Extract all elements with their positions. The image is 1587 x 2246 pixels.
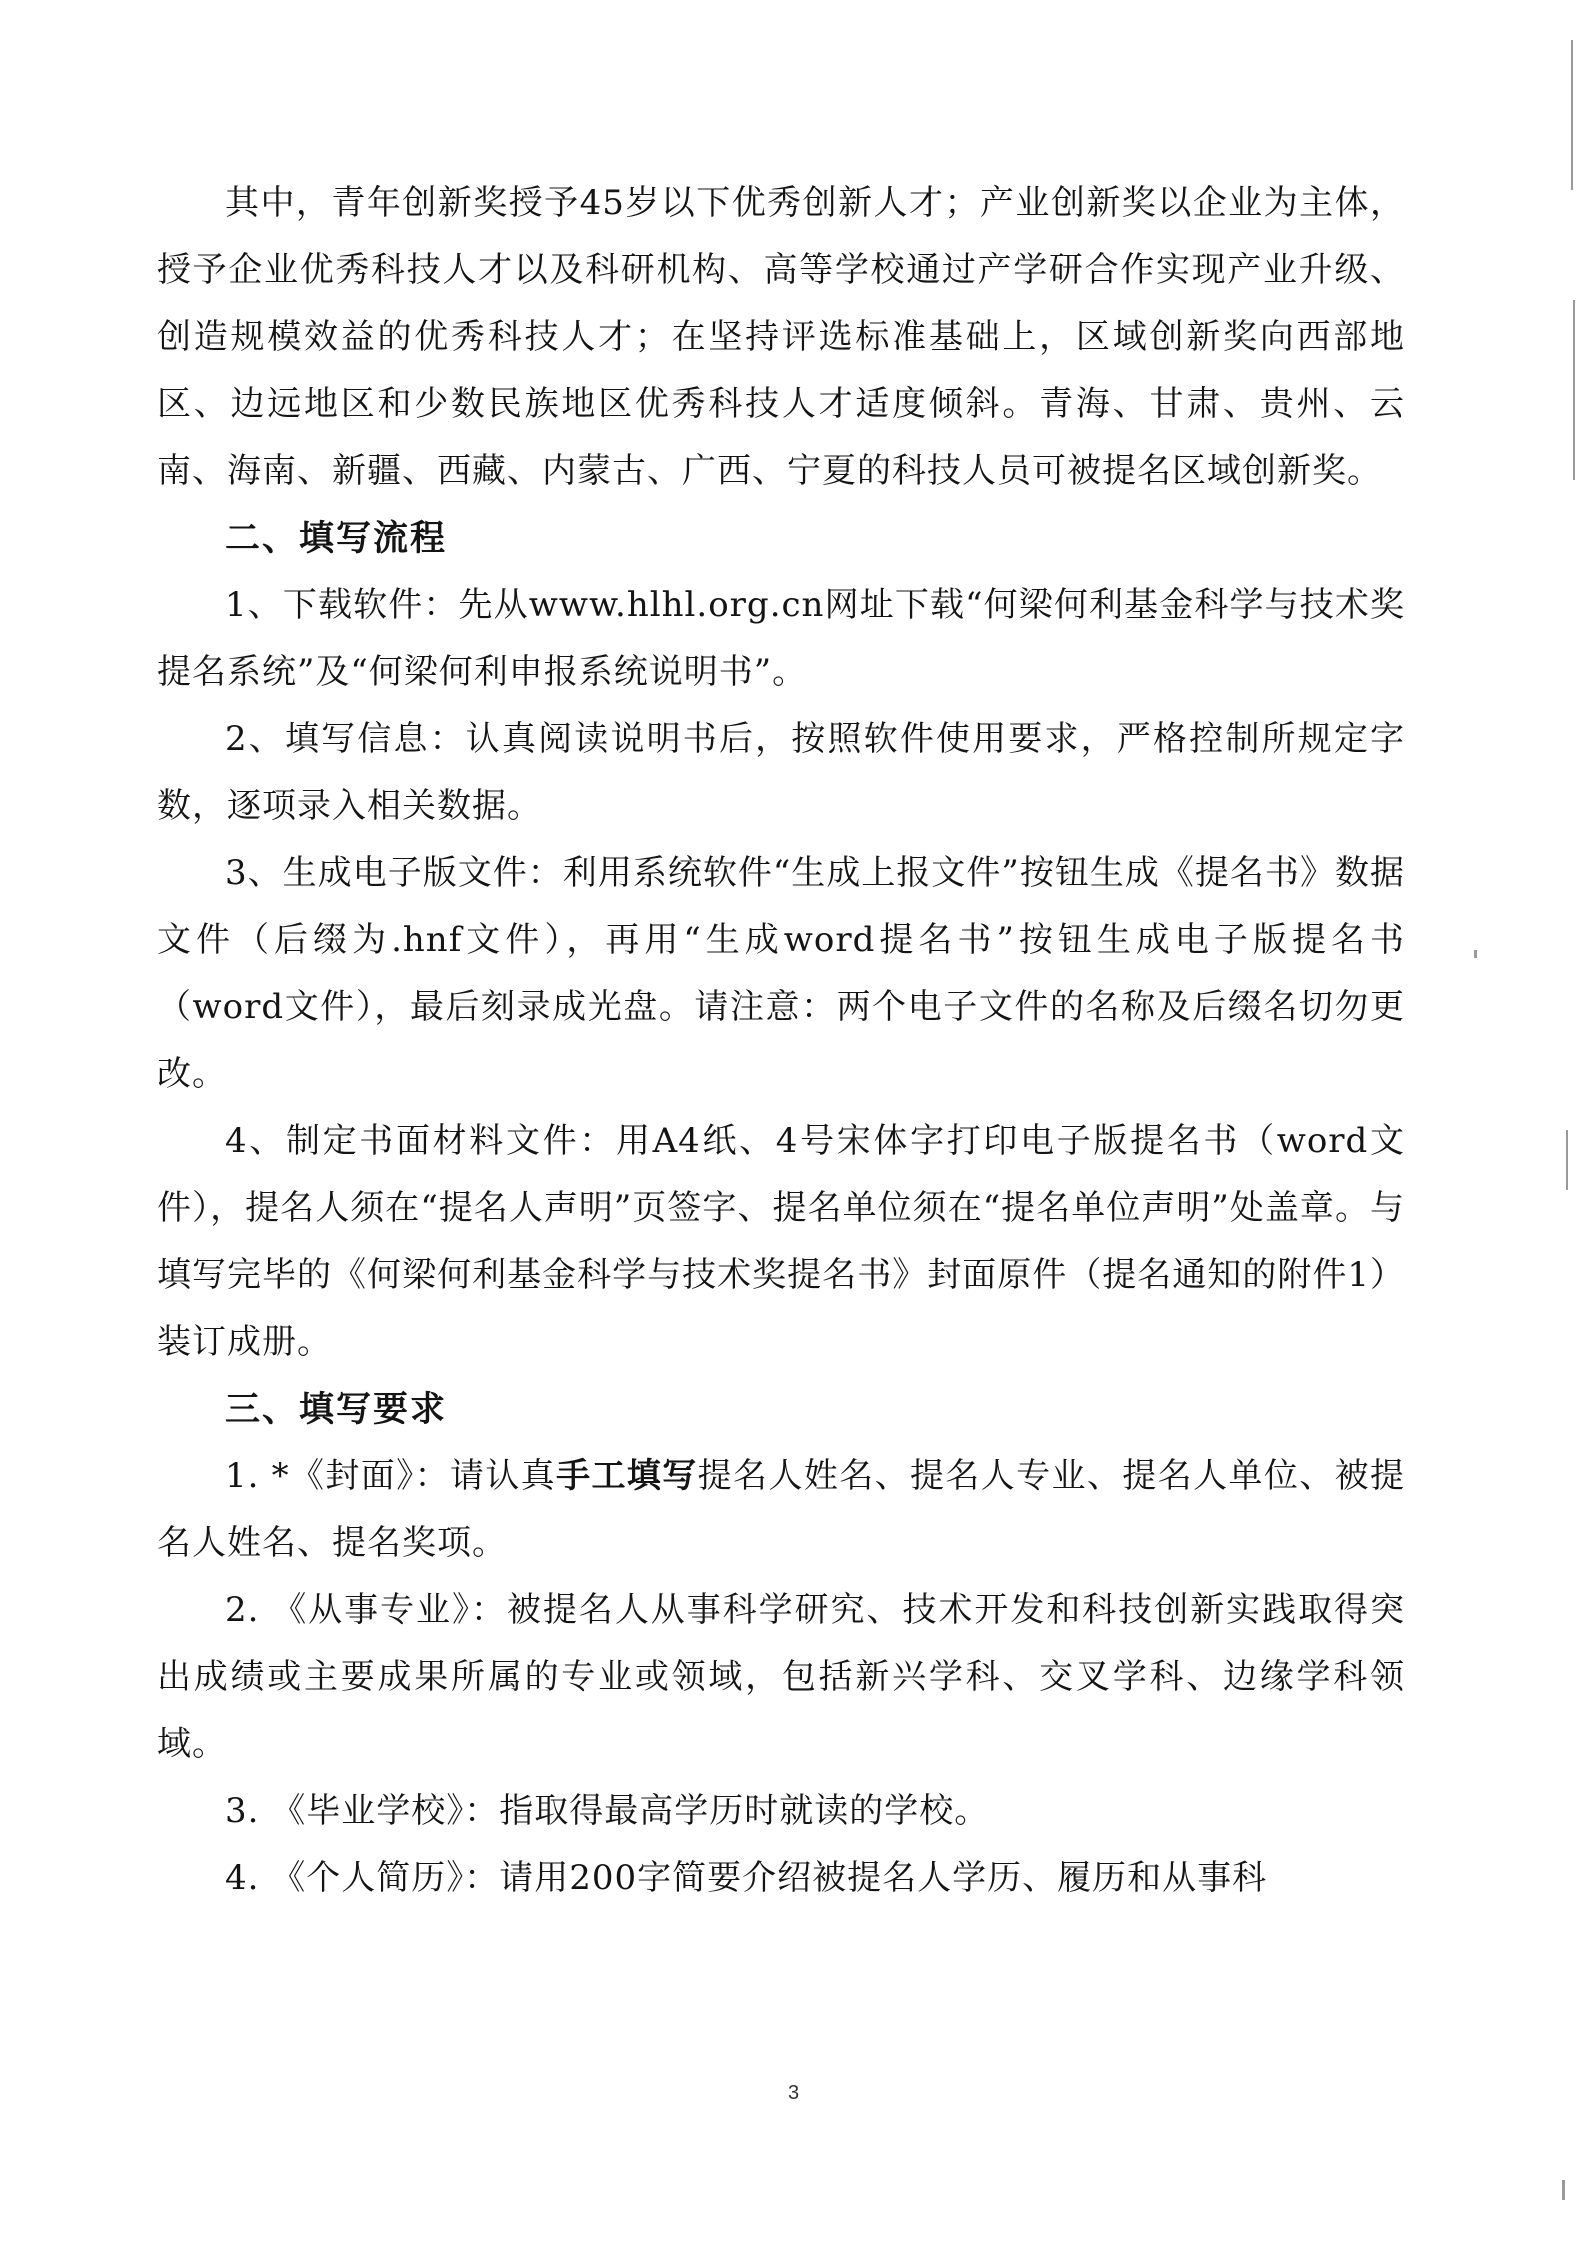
requirement-item-1-emphasis: 手工填写 [556, 1456, 698, 1496]
requirement-item-1 [157, 1443, 1405, 1577]
process-step-2: 2、填写信息：认真阅读说明书后，按照软件使用要求，严格控制所规定字数，逐项录入相关数据。 [157, 719, 1405, 826]
process-step-1: 1、下载软件：先从www.hlhl.org.cn网址下载“何梁何利基金科学与技术奖提名系统”及“何梁何利申报系统说明书”。 [157, 585, 1405, 692]
document-body [157, 170, 1405, 1912]
scan-artifact [1474, 950, 1477, 958]
section-heading-fill-requirements: 三、填写要求 [225, 1389, 448, 1430]
requirement-item-3: 3. 《毕业学校》：指取得最高学历时就读的学校。 [225, 1791, 990, 1831]
requirement-item-2: 2. 《从事专业》：被提名人从事科学研究、技术开发和科技创新实践取得突出成绩或主要成果所属的专业或领域，包括新兴学科、交叉学科、边缘学科领域。 [157, 1590, 1405, 1764]
process-step-4: 4、制定书面材料文件：用A4纸、4号宋体字打印电子版提名书（word文件），提名人须在“提名人声明”页签字、提名单位须在“提名单位声明”处盖章。与填写完毕的《何梁何利基金科学与技术奖提名书》封面原件（提名通知的附件1）装订成册。 [157, 1121, 1405, 1362]
section-heading-fill-process: 二、填写流程 [225, 518, 448, 559]
scan-artifact [1571, 40, 1573, 190]
requirement-item-1-suffix: 提名人姓名、提名人专业、提名人单位、被提名人姓名、提名奖项。 [157, 1456, 1406, 1563]
scan-artifact [1562, 2180, 1565, 2200]
scan-artifact [1573, 300, 1575, 480]
process-step-3: 3、生成电子版文件：利用系统软件“生成上报文件”按钮生成《提名书》数据文件（后缀为.hnf文件），再用“生成word提名书”按钮生成电子版提名书（word文件），最后刻录成光盘。请注意：两个电子文件的名称及后缀名切勿更改。 [157, 853, 1405, 1094]
scan-artifact [1566, 1130, 1568, 1190]
requirement-item-1-prefix: 1. *《封面》：请认真 [225, 1456, 557, 1496]
intro-paragraph: 其中，青年创新奖授予45岁以下优秀创新人才；产业创新奖以企业为主体，授予企业优秀科技人才以及科研机构、高等学校通过产学研合作实现产业升级、创造规模效益的优秀科技人才；在坚持评选标准基础上，区域创新奖向西部地区、边远地区和少数民族地区优秀科技人才适度倾斜。青海、甘肃、贵州、云南、海南、新疆、西藏、内蒙古、广西、宁夏的科技人员可被提名区域创新奖。 [157, 183, 1405, 491]
requirement-item-4: 4. 《个人简历》：请用200字简要介绍被提名人学历、履历和从事科 [225, 1858, 1268, 1898]
page-number: 3 [787, 2082, 800, 2104]
